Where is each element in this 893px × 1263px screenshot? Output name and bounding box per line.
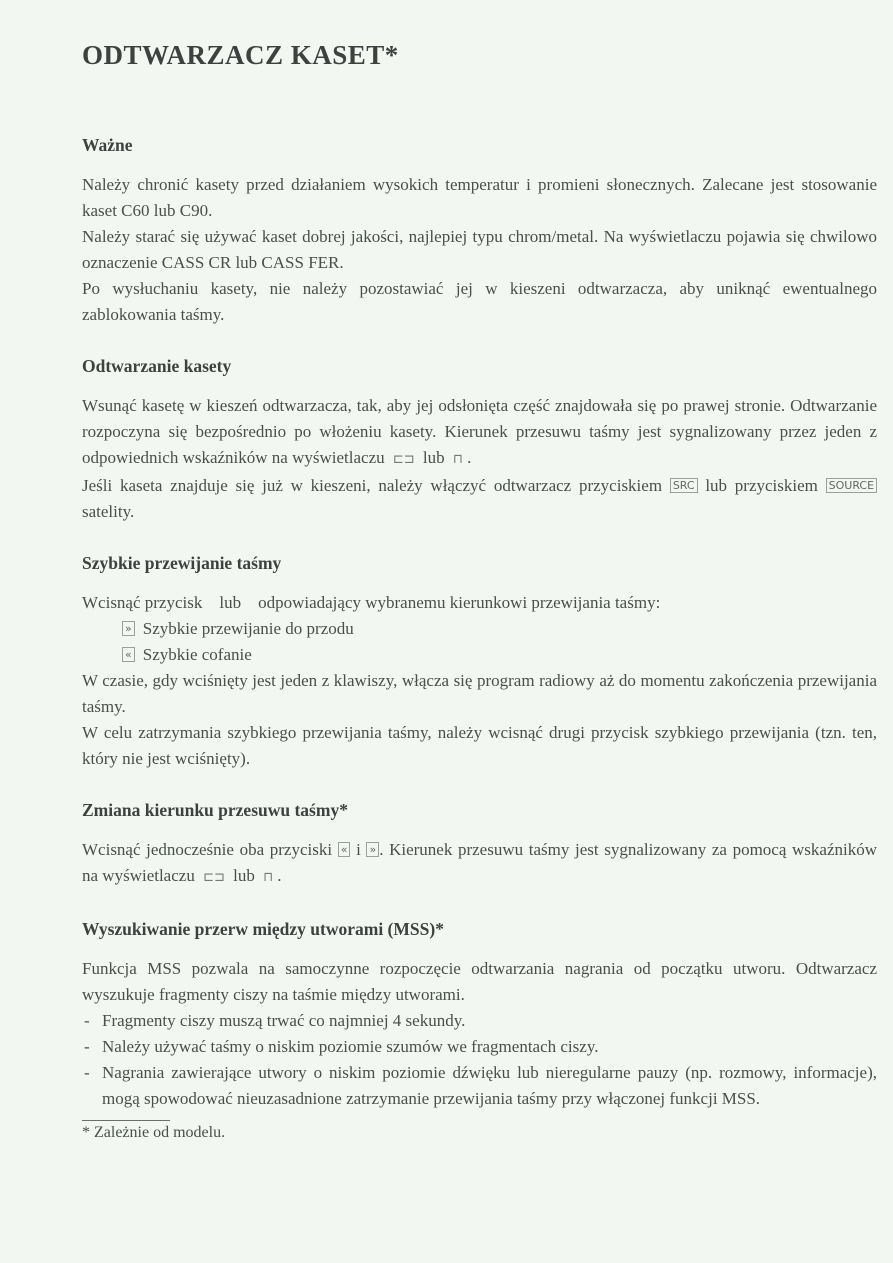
list-item: - Fragmenty ciszy muszą trwać co najmniej 4 sekundy.: [82, 1008, 877, 1034]
paragraph: Funkcja MSS pozwala na samoczynne rozpoczęcie odtwarzania nagrania od początku utworu. Odtwarzacz wyszukuje fragmenty ciszy na taśmie między utworami.: [82, 959, 877, 1004]
paragraph: Jeśli kaseta znajduje się już w kieszeni, należy włączyć odtwarzacz przyciskiem SRC lub przyciskiem SOURCE satelity.: [82, 473, 877, 525]
footnote: * Zależnie od modelu.: [82, 1124, 226, 1141]
paragraph: W czasie, gdy wciśnięty jest jeden z klawiszy, włącza się program radiowy aż do momentu zakończenia przewijania taśmy.: [82, 671, 877, 716]
list-item: » Szybkie przewijanie do przodu: [82, 616, 877, 642]
paragraph: W celu zatrzymania szybkiego przewijania taśmy, należy wcisnąć drugi przycisk szybkiego przewijania (tzn. ten, który nie jest wciśnięty).: [82, 723, 877, 768]
rewind-icon: «: [122, 647, 135, 662]
list-item: « Szybkie cofanie: [82, 642, 877, 668]
list-item: - Należy używać taśmy o niskim poziomie szumów we fragmentach ciszy.: [82, 1034, 877, 1060]
tape-direction-up-icon: ⊓: [263, 870, 274, 885]
src-button-icon: SRC: [670, 478, 698, 493]
paragraph: Należy starać się używać kaset dobrej jakości, najlepiej typu chrom/metal. Na wyświetlaczu pojawia się chwilowo oznaczenie CASS CR lub CASS FER.: [82, 227, 877, 272]
section-heading: Szybkie przewijanie taśmy: [82, 553, 282, 573]
section-heading: Zmiana kierunku przesuwu taśmy*: [82, 800, 348, 820]
tape-direction-down-icon: ⊏⊐: [392, 452, 415, 467]
fast-forward-icon: »: [366, 842, 379, 857]
list-item: - Nagrania zawierające utwory o niskim poziomie dźwięku lub nieregularne pauzy (np. rozmowy, informacje), mogą spowodować nieuzasadnione zatrzymanie przewijania taśmy przy włączonej funkcji MSS.: [82, 1060, 877, 1112]
tape-direction-up-icon: ⊓: [452, 452, 464, 467]
section-zmiana-kierunku: [82, 800, 877, 891]
section-heading: Wyszukiwanie przerw między utworami (MSS)*: [82, 919, 444, 939]
section-odtwarzanie: [82, 356, 877, 525]
mss-list: [82, 1008, 877, 1112]
section-heading: Ważne: [82, 135, 133, 155]
section-przewijanie: [82, 553, 877, 772]
rewind-icon: «: [338, 842, 351, 857]
paragraph: Wcisnąć jednocześnie oba przyciski « i » . Kierunek przesuwu taśmy jest sygnalizowany za pomocą wskaźników na wyświetlaczu ⊏⊐ lub ⊓ .: [82, 837, 877, 891]
section-heading: Odtwarzanie kasety: [82, 356, 232, 376]
paragraph: Po wysłuchaniu kasety, nie należy pozostawiać jej w kieszeni odtwarzacza, aby uniknąć ewentualnego zablokowania taśmy.: [82, 279, 877, 324]
tape-direction-down-icon: ⊏⊐: [203, 870, 225, 885]
section-wazne: [82, 135, 877, 328]
fast-forward-icon: »: [122, 621, 135, 636]
footnote-divider: [82, 1120, 170, 1121]
page-title: ODTWARZACZ KASET*: [82, 40, 399, 70]
paragraph: Należy chronić kasety przed działaniem wysokich temperatur i promieni słonecznych. Zalecane jest stosowanie kaset C60 lub C90.: [82, 175, 877, 220]
source-button-icon: SOURCE: [826, 478, 877, 493]
paragraph: Wcisnąć przycisk lub odpowiadający wybranemu kierunkowi przewijania taśmy:: [82, 593, 661, 612]
paragraph: Wsunąć kasetę w kieszeń odtwarzacza, tak, aby jej odsłonięta część znajdowała się po prawej stronie. Odtwarzanie rozpoczyna się bezpośrednio po włożeniu kasety. Kierunek przesuwu taśmy jest sygnalizowany przez jeden z odpowiednich wskaźników na wyświetlaczu ⊏⊐ lub ⊓ .: [82, 393, 877, 473]
section-mss: [82, 919, 877, 1112]
